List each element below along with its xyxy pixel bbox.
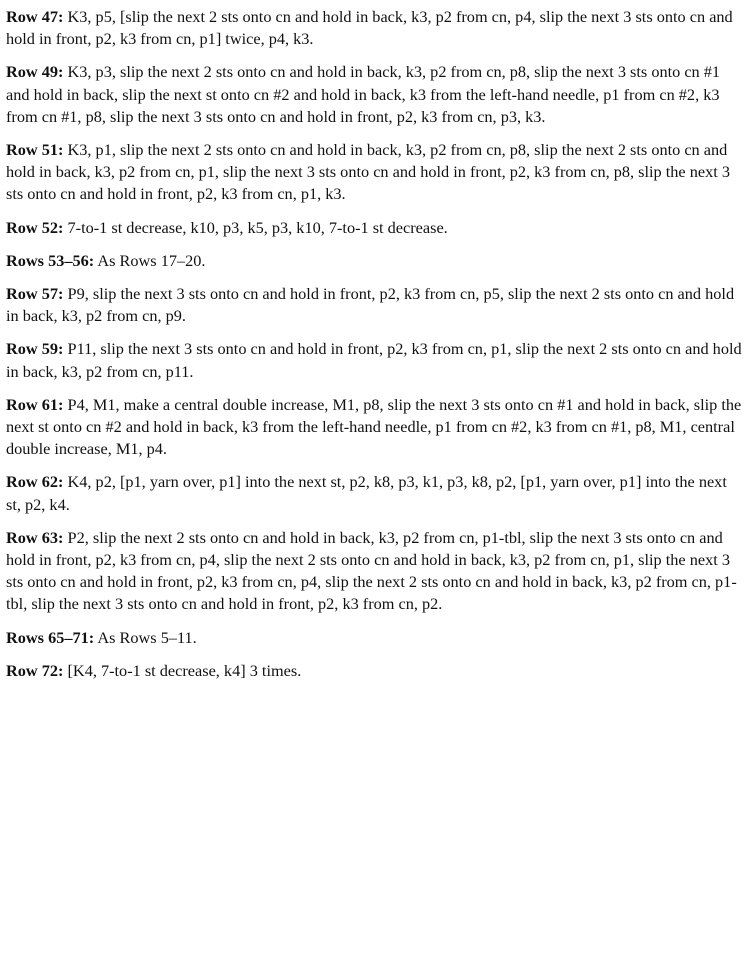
row-59-instruction	[6, 338, 744, 382]
row-label: Rows 53–56:	[6, 250, 95, 270]
row-text: P4, M1, make a central double increase, M1, p8, slip the next 3 sts onto cn #1 and hold in back, slip the next st onto cn #2 and hold in back, k3 from the left-hand needle, p1 from cn #2, k3 from cn #1, p8, M1, central double increase, M1, p4.	[6, 394, 742, 459]
row-text: K3, p5, [slip the next 2 sts onto cn and hold in back, k3, p2 from cn, p4, slip the next 3 sts onto cn and hold in front, p2, k3 from cn, p1] twice, p4, k3.	[6, 7, 733, 49]
row-label: Row 47:	[6, 7, 64, 26]
row-61-instruction	[6, 394, 744, 461]
row-63-instruction	[6, 527, 744, 616]
row-62-instruction	[6, 471, 744, 515]
row-text: [K4, 7-to-1 st decrease, k4] 3 times.	[67, 660, 302, 680]
row-text: P2, slip the next 2 sts onto cn and hold in back, k3, p2 from cn, p1-tbl, slip the next 3 sts onto cn and hold in front, p2, k3 from cn, p4, slip the next 2 sts onto cn and hold in back, k3, p2 from cn, p1, slip the next 3 sts onto cn and hold in front, p2, k3 from cn, p4, slip the next 2 sts onto cn and hold in back, k3, p2 from cn, p1-tbl, slip the next 3 sts onto cn and hold in front, p2, k3 from cn, p2.	[6, 527, 737, 614]
rows-65-71-instruction	[6, 627, 744, 649]
row-label: Row 62:	[6, 472, 64, 492]
rows-53-56-instruction	[6, 250, 744, 272]
pattern-instructions	[6, 6, 744, 693]
row-72-instruction	[6, 660, 744, 682]
row-text: As Rows 17–20.	[97, 250, 206, 270]
row-52-instruction	[6, 217, 744, 239]
row-label: Row 72:	[6, 660, 64, 680]
row-49-instruction	[6, 61, 744, 128]
row-label: Row 49:	[6, 62, 64, 82]
row-label: Row 63:	[6, 527, 64, 547]
row-47-instruction	[6, 6, 744, 50]
row-text: 7-to-1 st decrease, k10, p3, k5, p3, k10, 7-to-1 st decrease.	[67, 217, 448, 237]
row-label: Rows 65–71:	[6, 627, 95, 647]
row-57-instruction	[6, 283, 744, 327]
row-text: K3, p3, slip the next 2 sts onto cn and hold in back, k3, p2 from cn, p8, slip the next 3 sts onto cn #1 and hold in back, slip the next st onto cn #2 and hold in back, k3 from the left-hand needle, p1 from cn #2, k3 from cn #1, p8, slip the next 3 sts onto cn and hold in front, p2, k3 from cn, p3, k3.	[6, 62, 721, 126]
row-label: Row 59:	[6, 339, 64, 359]
row-label: Row 57:	[6, 284, 64, 304]
row-text: K4, p2, [p1, yarn over, p1] into the next st, p2, k8, p3, k1, p3, k8, p2, [p1, yarn over, p1] into the next st, p2, k4.	[6, 472, 727, 514]
row-51-instruction	[6, 139, 744, 206]
row-label: Row 52:	[6, 217, 64, 237]
row-text: As Rows 5–11.	[97, 627, 197, 647]
row-text: P11, slip the next 3 sts onto cn and hold in front, p2, k3 from cn, p1, slip the next 2 sts onto cn and hold in back, k3, p2 from cn, p11.	[6, 339, 742, 381]
row-text: K3, p1, slip the next 2 sts onto cn and hold in back, k3, p2 from cn, p8, slip the next 2 sts onto cn and hold in back, k3, p2 from cn, p1, slip the next 3 sts onto cn and hold in front, p2, k3 from cn, p8, slip the next 3 sts onto cn and hold in front, p2, k3 from cn, p1, k3.	[6, 140, 730, 204]
row-label: Row 61:	[6, 394, 64, 414]
row-label: Row 51:	[6, 140, 64, 160]
row-text: P9, slip the next 3 sts onto cn and hold in front, p2, k3 from cn, p5, slip the next 2 sts onto cn and hold in back, k3, p2 from cn, p9.	[6, 284, 735, 326]
